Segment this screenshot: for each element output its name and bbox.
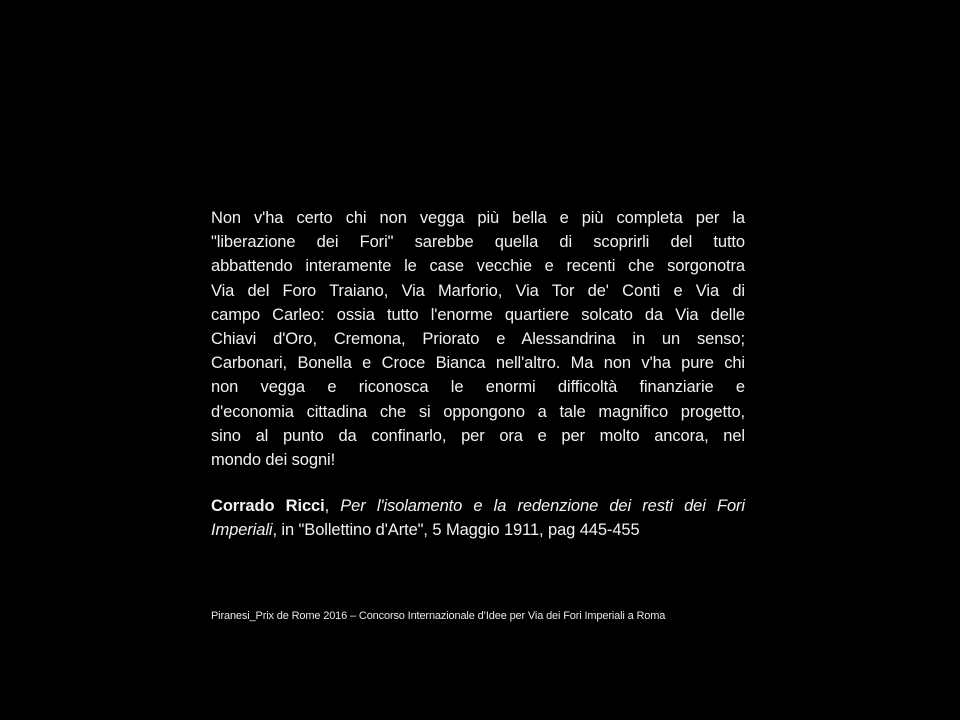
quote-line: "liberazione dei Fori" sarebbe quella di scoprirli del tutto (211, 233, 745, 252)
citation-title: Per l'isolamento e la redenzione dei resti dei Fori (340, 497, 745, 515)
quote-line: Chiavi d'Oro, Cremona, Priorato e Alessandrina in un senso; (211, 329, 745, 348)
quote-line: mondo dei sogni! (211, 450, 336, 469)
quote-line: d'economia cittadina che si oppongono a tale magnifico progetto, (211, 402, 745, 421)
quote-line: sino al punto da confinarlo, per ora e per molto ancora, nel (211, 426, 745, 445)
quote-line: abbattendo interamente le case vecchie e recenti che sorgonotra (211, 257, 745, 276)
citation-title-continued: Imperiali (211, 521, 273, 540)
quote-line: non vegga e riconosca le enormi difficoltà finanziarie e (211, 378, 745, 397)
quote-block (211, 206, 745, 472)
citation-separator: , (324, 497, 341, 515)
citation-source: , in "Bollettino d'Arte", 5 Maggio 1911, pag 445-455 (272, 521, 640, 540)
quote-line: Carbonari, Bonella e Croce Bianca nell'altro. Ma non v'ha pure chi (211, 354, 745, 373)
quote-line: Non v'ha certo chi non vegga più bella e più completa per la (211, 209, 745, 227)
citation-line-2 (211, 518, 745, 542)
citation-line-1 (211, 494, 745, 518)
footer-caption: Piranesi_Prix de Rome 2016 – Concorso Internazionale d’Idee per Via dei Fori Imperiali a Roma (211, 610, 666, 622)
citation (211, 494, 745, 542)
quote-line: campo Carleo: ossia tutto l'enorme quartiere solcato da Via delle (211, 305, 745, 324)
citation-author: Corrado Ricci (211, 497, 325, 515)
quote-line: Via del Foro Traiano, Via Marforio, Via Tor de' Conti e Via di (211, 281, 745, 300)
